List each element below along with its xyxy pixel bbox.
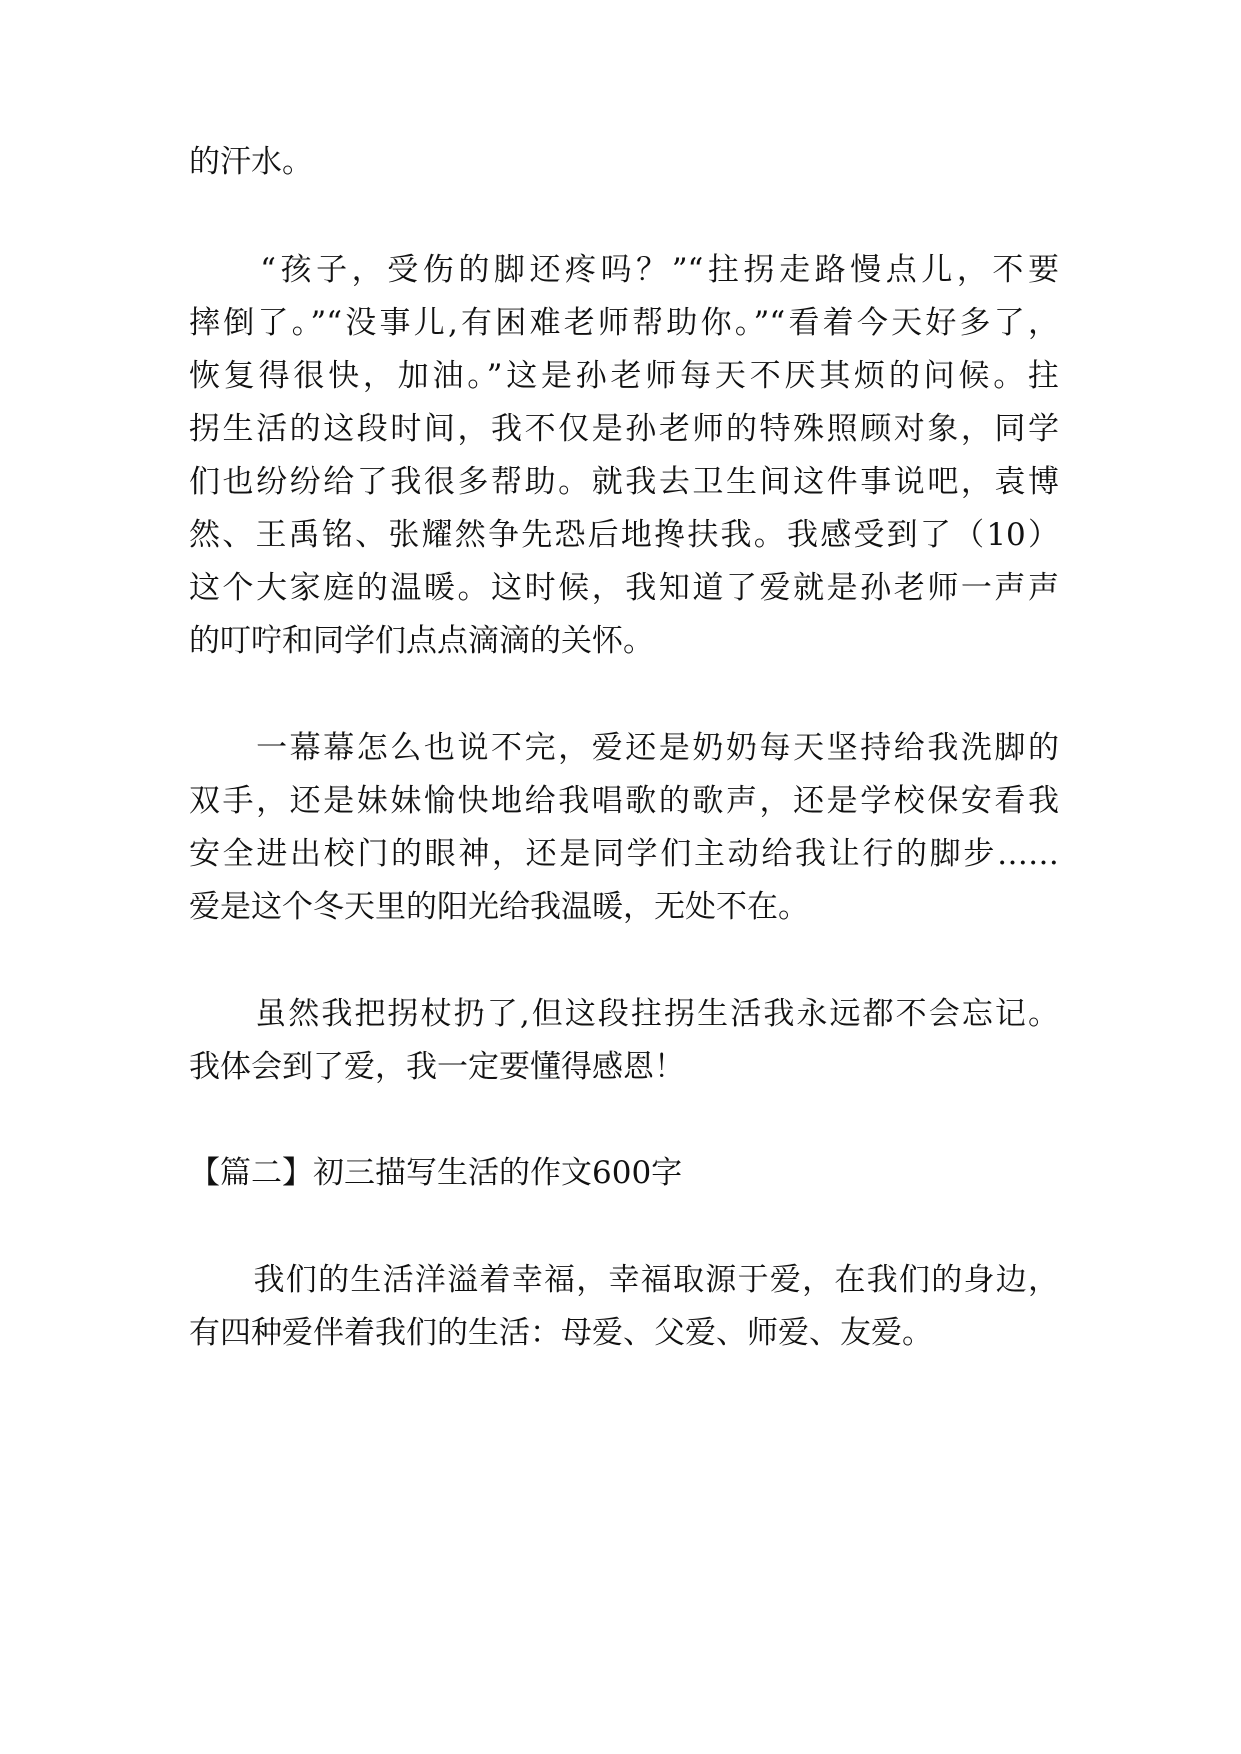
paragraph-line: 我体会到了爱，我一定要懂得感恩！ <box>189 1049 685 1085</box>
paragraph-line: 的汗水。 <box>189 144 313 180</box>
paragraph-line: 虽然我把拐杖扔了,但这段拄拐生活我永远都不会忘记。 <box>189 996 1059 1032</box>
paragraph-line: 有四种爱伴着我们的生活：母爱、父爱、师爱、友爱。 <box>189 1315 933 1351</box>
paragraph-line: 摔倒了。”“没事儿,有困难老师帮助你。”“看着今天好多了， <box>189 305 1059 341</box>
paragraph-line: 一幕幕怎么也说不完，爱还是奶奶每天坚持给我洗脚的 <box>189 730 1059 766</box>
paragraph-line: 安全进出校门的眼神，还是同学们主动给我让行的脚步…… <box>189 836 1059 872</box>
paragraph-line: 们也纷纷给了我很多帮助。就我去卫生间这件事说吧，袁博 <box>189 464 1059 500</box>
paragraph-line: 恢复得很快，加油。”这是孙老师每天不厌其烦的问候。拄 <box>189 358 1059 394</box>
paragraph-line: 这个大家庭的温暖。这时候，我知道了爱就是孙老师一声声 <box>189 570 1059 606</box>
paragraph-line: 然、王禹铭、张耀然争先恐后地搀扶我。我感受到了（10） <box>189 517 1059 553</box>
paragraph-line: 的叮咛和同学们点点滴滴的关怀。 <box>189 623 654 659</box>
paragraph-line: 拐生活的这段时间，我不仅是孙老师的特殊照顾对象，同学 <box>189 411 1059 447</box>
paragraph-line: 我们的生活洋溢着幸福，幸福取源于爱，在我们的身边， <box>189 1262 1059 1298</box>
paragraph-line: 双手，还是妹妹愉快地给我唱歌的歌声，还是学校保安看我 <box>189 783 1059 819</box>
paragraph-line: “孩子，受伤的脚还疼吗？”“拄拐走路慢点儿，不要 <box>189 252 1059 288</box>
paragraph-line: 爱是这个冬天里的阳光给我温暖，无处不在。 <box>189 889 809 925</box>
section-heading: 【篇二】初三描写生活的作文600字 <box>189 1155 683 1191</box>
